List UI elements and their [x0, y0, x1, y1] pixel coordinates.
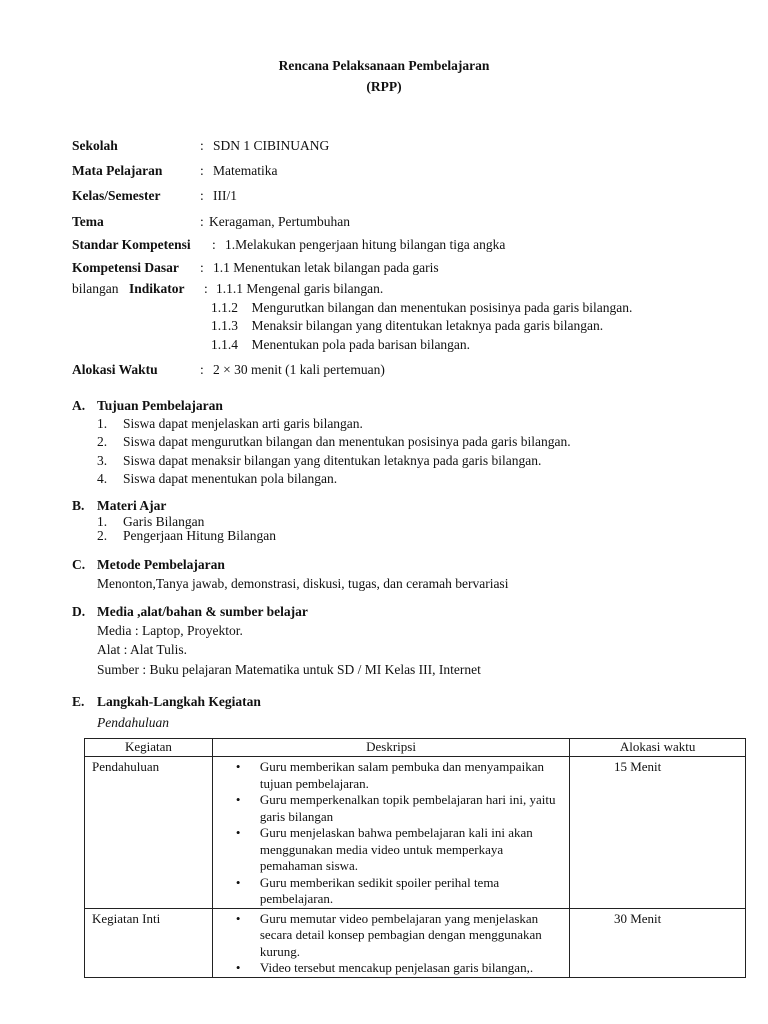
label-kelas-semester: Kelas/Semester	[72, 188, 161, 203]
colon: :	[212, 237, 216, 252]
section-b-letter: B.	[72, 498, 85, 513]
section-b-title: Materi Ajar	[97, 498, 167, 513]
list-item: Siswa dapat menjelaskan arti garis bilangan.	[123, 416, 363, 431]
label-sekolah: Sekolah	[72, 138, 118, 153]
colon: :	[200, 260, 204, 275]
cell-deskripsi	[212, 757, 569, 909]
value-kelas-semester: III/1	[213, 188, 237, 203]
list-number: 4.	[97, 471, 108, 486]
list-item: Pengerjaan Hitung Bilangan	[123, 528, 276, 543]
value-mata-pelajaran: Matematika	[213, 163, 278, 178]
list-item: Garis Bilangan	[123, 514, 205, 529]
section-d-letter: D.	[72, 604, 86, 619]
colon: :	[200, 163, 204, 178]
cell-alokasi: 30 Menit	[570, 908, 746, 977]
label-kompetensi-dasar: Kompetensi Dasar	[72, 260, 179, 275]
value-alokasi-waktu: 2 × 30 menit (1 kali pertemuan)	[213, 362, 385, 377]
label-mata-pelajaran: Mata Pelajaran	[72, 163, 163, 178]
section-e-letter: E.	[72, 694, 85, 709]
section-a-title: Tujuan Pembelajaran	[97, 398, 223, 413]
cell-alokasi: 15 Menit	[570, 757, 746, 909]
bullet-item: • Guru memperkenalkan topik pembelajaran hari ini, yaitu garis bilangan	[260, 792, 563, 825]
label-standar-kompetensi: Standar Kompetensi	[72, 237, 191, 252]
section-d-title: Media ,alat/bahan & sumber belajar	[97, 604, 308, 619]
document-subtitle: (RPP)	[366, 79, 402, 94]
bullet-item: • Guru memutar video pembelajaran yang menjelaskan secara detail konsep pembagian dengan menggunakan kurung.	[260, 911, 563, 961]
list-item: Siswa dapat menaksir bilangan yang ditentukan letaknya pada garis bilangan.	[123, 453, 542, 468]
bullet-item: • Video tersebut mencakup penjelasan garis bilangan,.	[260, 960, 563, 977]
colon: :	[200, 214, 204, 229]
section-e-title: Langkah-Langkah Kegiatan	[97, 694, 261, 709]
list-number: 1.	[97, 514, 108, 529]
bullet-item: • Guru memberikan salam pembuka dan menyampaikan tujuan pembelajaran.	[260, 759, 563, 792]
header-deskripsi: Deskripsi	[212, 739, 569, 757]
table-row	[85, 908, 746, 977]
cell-kegiatan: Pendahuluan	[85, 757, 213, 909]
list-item: Siswa dapat menentukan pola bilangan.	[123, 471, 338, 486]
section-c-letter: C.	[72, 557, 86, 572]
value-tema: Keragaman, Pertumbuhan	[209, 214, 350, 229]
list-number: 2.	[97, 528, 108, 543]
alat-line: Alat : Alat Tulis.	[97, 642, 188, 657]
bullet-item: • Guru menjelaskan bahwa pembelajaran kali ini akan menggunakan media video untuk memperkaya pemahaman siswa.	[260, 825, 563, 875]
cell-kegiatan: Kegiatan Inti	[85, 908, 213, 977]
list-number: 1.	[97, 416, 108, 431]
section-a-letter: A.	[72, 398, 86, 413]
section-c-title: Metode Pembelajaran	[97, 557, 225, 572]
label-tema: Tema	[72, 214, 104, 229]
label-alokasi-waktu: Alokasi Waktu	[72, 362, 158, 377]
value-standar-kompetensi: 1.Melakukan pengerjaan hitung bilangan tiga angka	[225, 237, 506, 252]
colon: :	[200, 362, 204, 377]
list-number: 2.	[97, 434, 108, 449]
sumber-line: Sumber : Buku pelajaran Matematika untuk SD / MI Kelas III, Internet	[97, 662, 481, 677]
media-line: Media : Laptop, Proyektor.	[97, 623, 243, 638]
bullet-list	[220, 759, 563, 908]
colon: :	[204, 281, 208, 296]
header-kegiatan: Kegiatan	[85, 739, 213, 757]
section-c-text: Menonton,Tanya jawab, demonstrasi, diskusi, tugas, dan ceramah bervariasi	[97, 576, 509, 591]
list-item: Siswa dapat mengurutkan bilangan dan menentukan posisinya pada garis bilangan.	[123, 434, 571, 449]
table-header-row	[85, 739, 746, 757]
indikator-item-2: 1.1.2 Mengurutkan bilangan dan menentukan posisinya pada garis bilangan.	[211, 300, 633, 315]
list-number: 3.	[97, 453, 108, 468]
bullet-list	[220, 911, 563, 977]
label-indikator: Indikator	[129, 281, 185, 296]
value-sekolah: SDN 1 CIBINUANG	[213, 138, 330, 153]
cell-deskripsi	[212, 908, 569, 977]
indikator-item-3: 1.1.3 Menaksir bilangan yang ditentukan letaknya pada garis bilangan.	[211, 318, 604, 333]
section-e-subtitle: Pendahuluan	[97, 715, 169, 730]
indikator-item-1: 1.1.1 Mengenal garis bilangan.	[216, 281, 384, 296]
document-title: Rencana Pelaksanaan Pembelajaran	[278, 58, 490, 73]
indikator-prefix: bilangan	[72, 281, 119, 296]
activities-table	[84, 738, 746, 978]
bullet-item: • Guru memberikan sedikit spoiler perihal tema pembelajaran.	[260, 875, 563, 908]
table-row	[85, 757, 746, 909]
colon: :	[200, 138, 204, 153]
colon: :	[200, 188, 204, 203]
indikator-item-4: 1.1.4 Menentukan pola pada barisan bilangan.	[211, 337, 471, 352]
header-alokasi: Alokasi waktu	[570, 739, 746, 757]
value-kompetensi-dasar: 1.1 Menentukan letak bilangan pada garis	[213, 260, 439, 275]
